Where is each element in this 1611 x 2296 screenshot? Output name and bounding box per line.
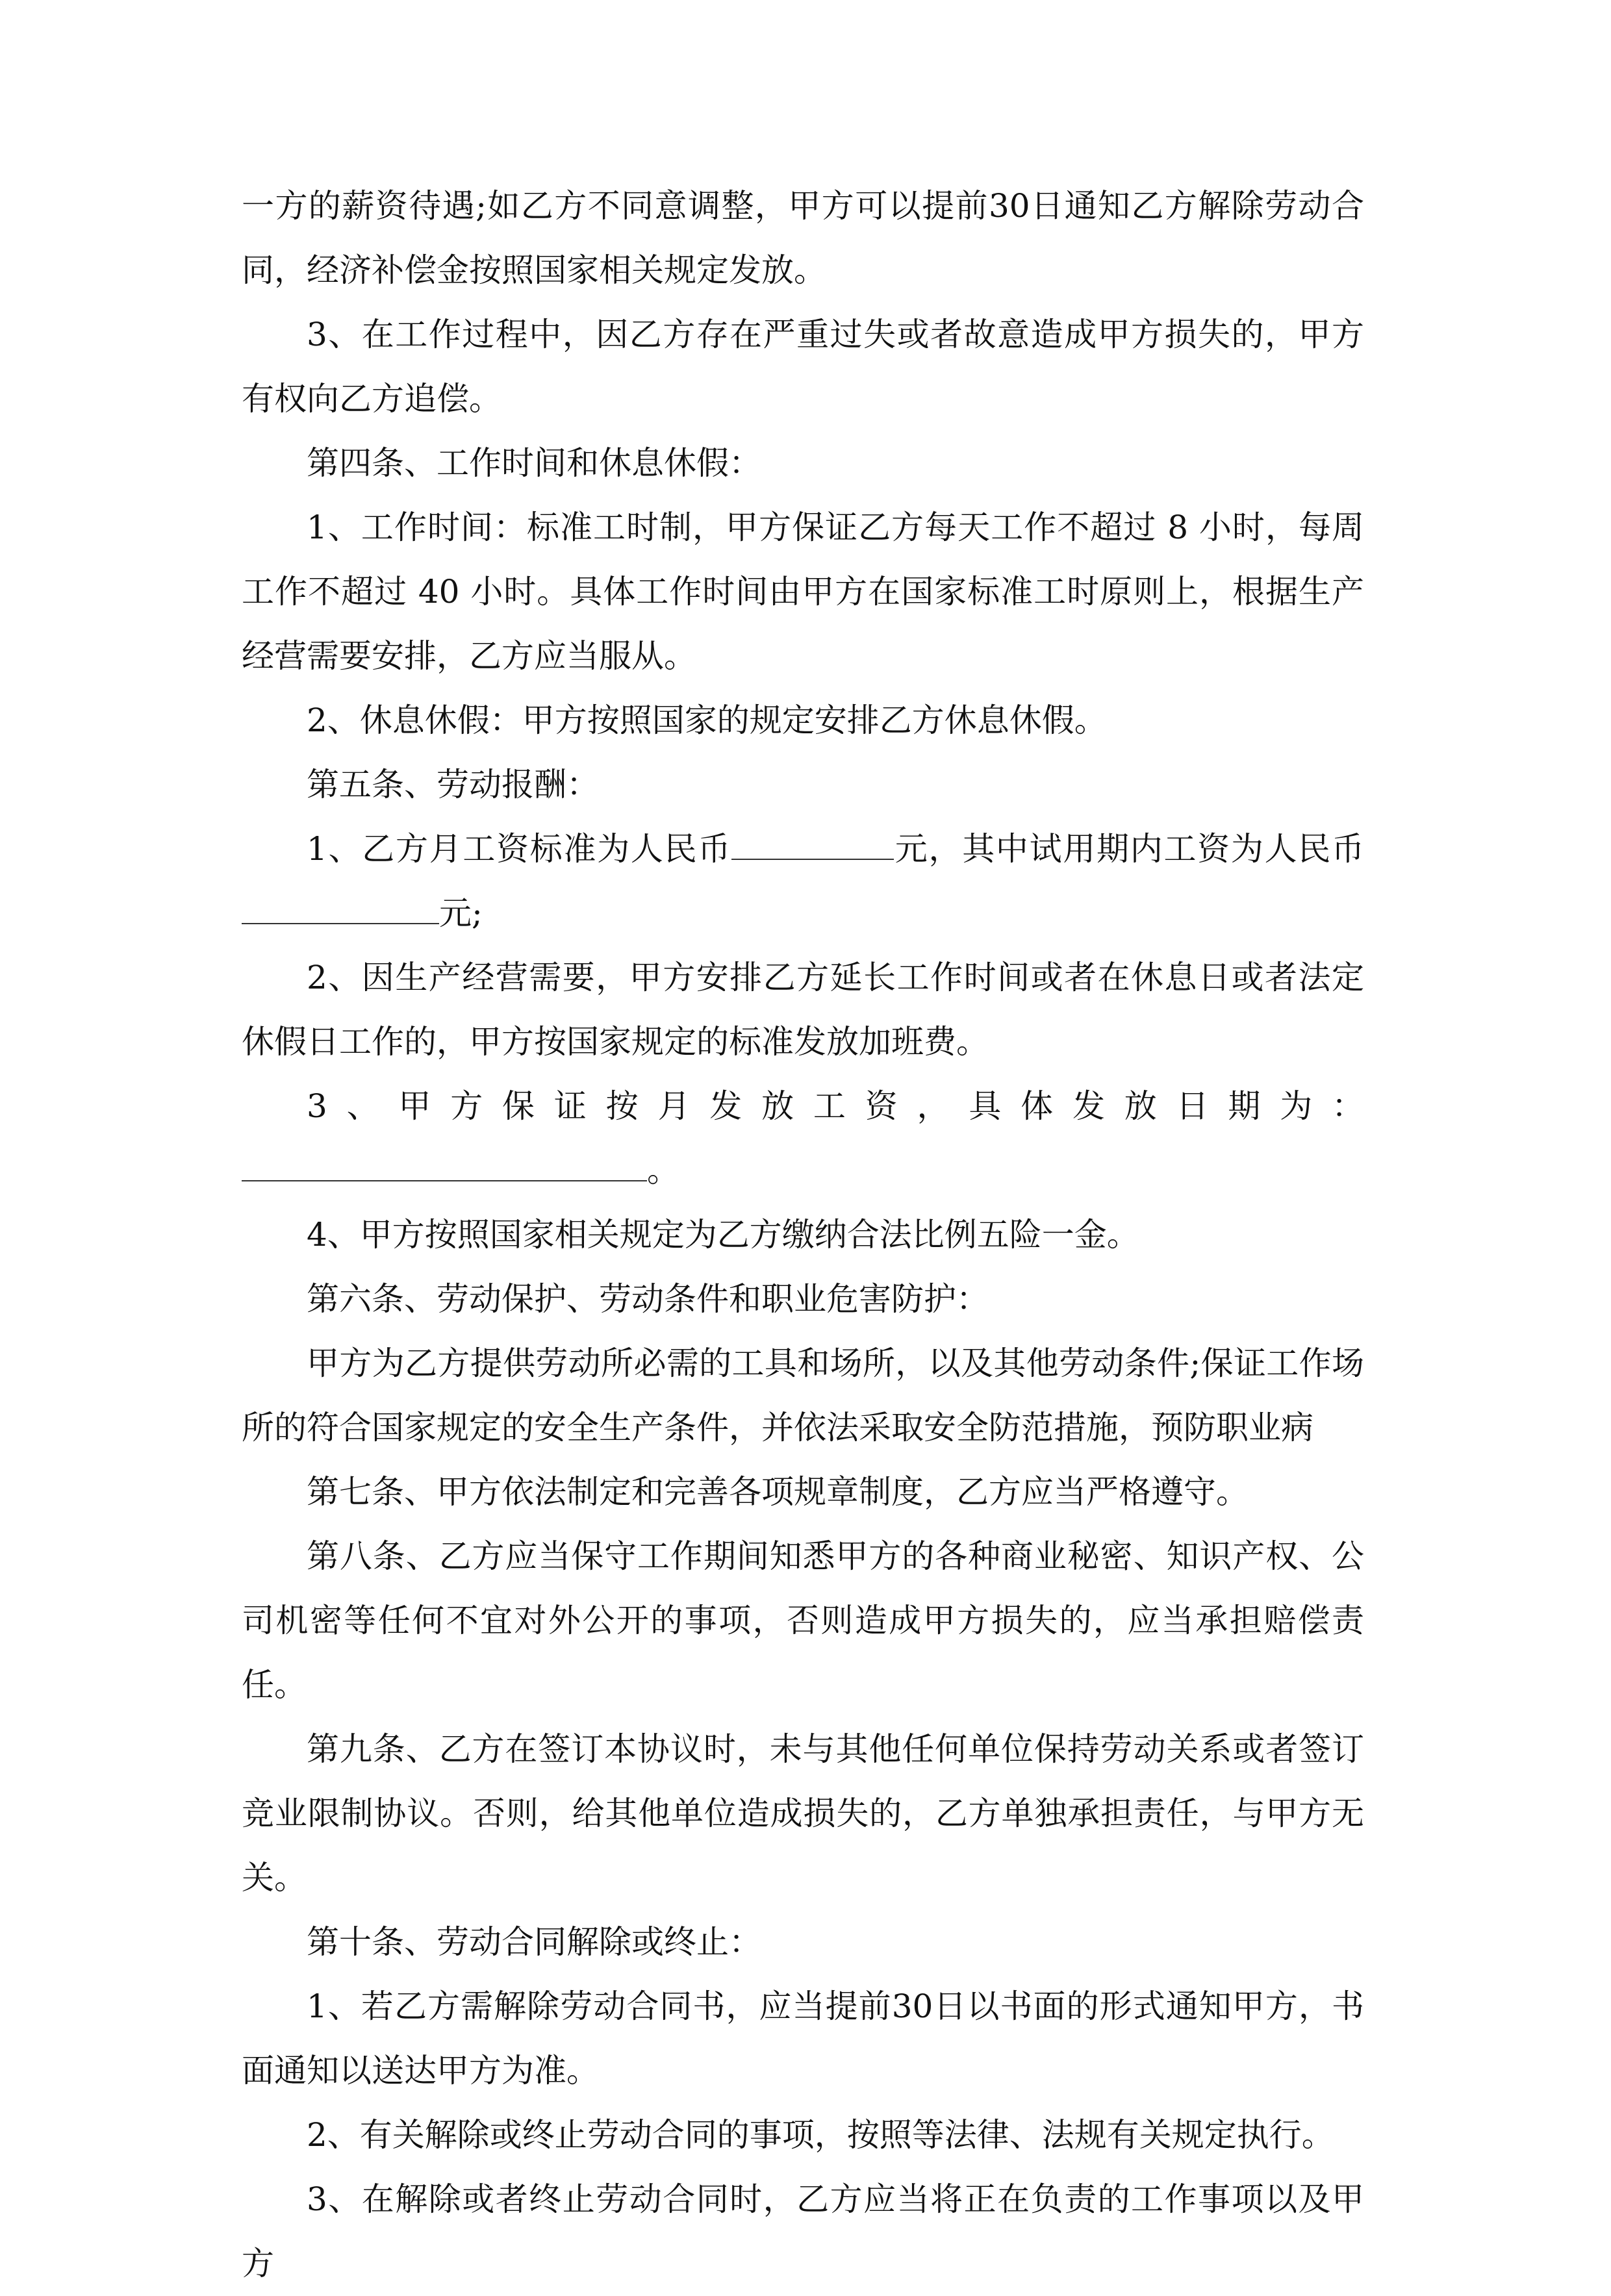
article-10-heading: 第十条、劳动合同解除或终止： [307,1923,761,1961]
article-6-heading: 第六条、劳动保护、劳动条件和职业危害防护： [307,1280,989,1318]
paragraph-overtime-pay: 2、因生产经营需要，甲方安排乙方延长工作时间或者在休息日或者法定休假日工作的，甲方按国家规定的标准发放加班费。 [242,959,1364,1061]
paragraph-handover: 3、在解除或者终止劳动合同时，乙方应当将正在负责的工作事项以及甲方 [242,2180,1364,2282]
article-9-paragraph: 第九条、乙方在签订本协议时，未与其他任何单位保持劳动关系或者签订竞业限制协议。否则，给其他单位造成损失的，乙方单独承担责任，与甲方无关。 [242,1730,1364,1897]
probation-salary-blank [242,884,439,924]
article-5-heading: 第五条、劳动报酬： [307,766,599,803]
pay-date-blank [242,1141,647,1181]
article-8-paragraph: 第八条、乙方应当保守工作期间知悉甲方的各种商业秘密、知识产权、公司机密等任何不宜对外公开的事项，否则造成甲方损失的，应当承担赔偿责任。 [242,1537,1364,1704]
paragraph-social-insurance: 4、甲方按照国家相关规定为乙方缴纳合法比例五险一金。 [307,1216,1139,1254]
paragraph-monthly-salary [242,817,1364,946]
pay-date-text-part-2: 。 [647,1152,679,1189]
paragraph-labor-protection: 甲方为乙方提供劳动所必需的工具和场所，以及其他劳动条件;保证工作场所的符合国家规定的安全生产条件，并依法采取安全防范措施，预防职业病 [242,1344,1364,1446]
paragraph-pay-date [242,1074,1364,1203]
article-7-paragraph: 第七条、甲方依法制定和完善各项规章制度，乙方应当严格遵守。 [307,1473,1249,1511]
salary-text-part-3: 元; [439,894,483,932]
paragraph-compensation-claim: 3、在工作过程中，因乙方存在严重过失或者故意造成甲方损失的，甲方有权向乙方追偿。 [242,316,1364,418]
pay-date-text-part-1: 3、甲方保证按月发放工资，具体发放日期为： [307,1087,1364,1125]
paragraph-working-hours: 1、工作时间：标准工时制，甲方保证乙方每天工作不超过 8 小时，每周工作不超过 40 小时。具体工作时间由甲方在国家标准工时原则上，根据生产经营需要安排，乙方应当服从。 [242,509,1364,675]
paragraph-resignation-notice: 1、若乙方需解除劳动合同书，应当提前30日以书面的形式通知甲方，书面通知以送达甲方为准。 [242,1987,1364,2089]
salary-text-part-2: 元，其中试用期内工资为人民币 [894,830,1365,868]
paragraph-rest-leave: 2、休息休假：甲方按照国家的规定安排乙方休息休假。 [307,701,1107,739]
salary-text-part-1: 1、乙方月工资标准为人民币 [307,830,732,868]
article-4-heading: 第四条、工作时间和休息休假： [307,444,761,482]
paragraph-termination-rules: 2、有关解除或终止劳动合同的事项，按照等法律、法规有关规定执行。 [307,2116,1334,2154]
monthly-salary-blank [731,820,894,860]
paragraph-salary-adjustment: 一方的薪资待遇;如乙方不同意调整，甲方可以提前30日通知乙方解除劳动合同，经济补偿金按照国家相关规定发放。 [242,187,1364,289]
